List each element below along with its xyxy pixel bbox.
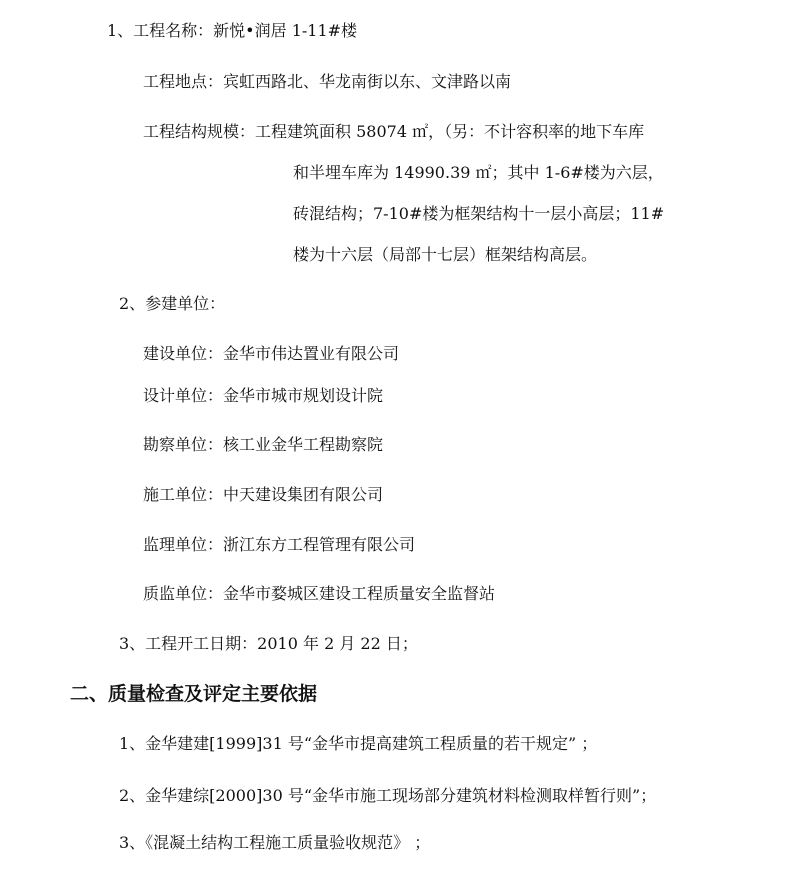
unit-line-quality-station [143,583,495,605]
unit-label: 质监单位： [143,584,224,603]
start-date-line: 3、工程开工日期：2010 年 2 月 22 日； [119,634,418,653]
basis-item: 3、《混凝土结构工程施工质量验收规范》 ； [119,833,431,852]
unit-value: 金华市城市规划设计院 [223,386,384,405]
project-scale-text: 砖混结构；7-10#楼为框架结构十一层小高层；11# [293,204,665,223]
unit-label: 建设单位： [143,344,224,363]
unit-value: 中天建设集团有限公司 [223,485,384,504]
participating-units-title: 2、参建单位： [119,294,226,313]
project-scale-label: 工程结构规模： [143,122,256,141]
unit-line-builder [143,343,399,365]
project-name-line: 1、工程名称：新悦•润居 1-11#楼 [107,21,358,40]
basis-item: 1、金华建建[1999]31 号“金华市提高建筑工程质量的若干规定” ； [119,734,598,753]
unit-label: 勘察单位： [143,435,224,454]
unit-label: 设计单位： [143,386,224,405]
unit-label: 监理单位： [143,535,224,554]
project-scale-text: 工程建筑面积 58074 ㎡，（另：不计容积率的地下车库 [255,122,645,141]
basis-item: 2、金华建综[2000]30 号“金华市施工现场部分建筑材料检测取样暂行则”； [119,786,657,805]
unit-line-surveyor [143,434,383,456]
unit-value: 金华市婺城区建设工程质量安全监督站 [223,584,496,603]
unit-value: 金华市伟达置业有限公司 [223,344,400,363]
unit-line-designer [143,385,383,407]
section-heading: 二、质量检查及评定主要依据 [70,683,318,705]
project-location-line [143,71,511,93]
project-location-value: 宾虹西路北、华龙南街以东、文津路以南 [223,72,512,91]
project-scale-line [143,121,644,143]
project-scale-text: 楼为十六层（局部十七层）框架结构高层。 [293,245,598,264]
unit-line-supervisor [143,534,415,556]
project-location-label: 工程地点： [143,72,224,91]
project-scale-text: 和半埋车库为 14990.39 ㎡；其中 1-6#楼为六层， [293,163,664,182]
unit-value: 核工业金华工程勘察院 [223,435,384,454]
unit-line-constructor [143,484,383,506]
unit-value: 浙江东方工程管理有限公司 [223,535,416,554]
unit-label: 施工单位： [143,485,224,504]
